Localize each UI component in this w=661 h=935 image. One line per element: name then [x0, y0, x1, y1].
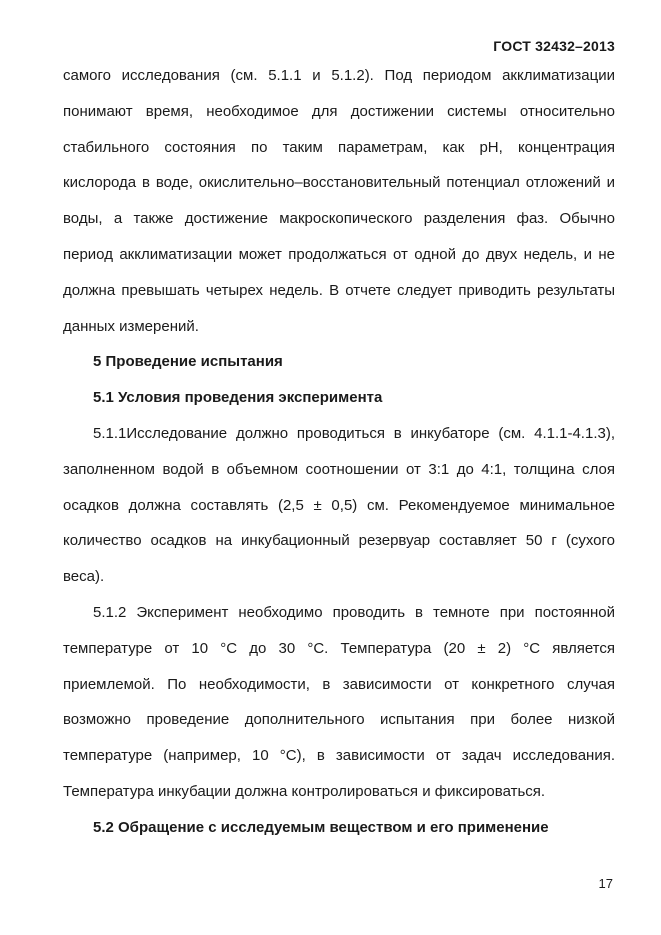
- section-heading-5-1: 5.1 Условия проведения эксперимента: [93, 389, 383, 407]
- paragraph-5-1-1: 5.1.1Исследование должно проводиться в инкубаторе (см. 4.1.1-4.1.3), заполненном водой в объемном соотношении от 3:1 до 4:1, толщина слоя осадков должна составлять (2,5 ± 0,5) см. Рекомендуемое минимальное количество осадков на инкубационный резервуар составляет 50 г (сухого веса).: [63, 424, 615, 586]
- paragraph-5-1-2: 5.1.2 Эксперимент необходимо проводить в темноте при постоянной температуре от 10 °С до 30 °С. Температура (20 ± 2) °С является приемлемой. По необходимости, в зависимости от конкретного случая возможно проведение дополнительного испытания при более низкой температуре (например, 10 °С), в зависимости от задач исследования. Температура инкубации должна контролироваться и фиксироваться.: [63, 603, 615, 800]
- paragraph-continuation: самого исследования (см. 5.1.1 и 5.1.2). Под периодом акклиматизации понимают время, необходимое для достижении системы относительно стабильного состояния по таким параметрам, как pH, концентрация кислорода в воде, окислительно–восстановительный потенциал отложений и воды, а также достижение макроскопического разделения фаз. Обычно период акклиматизации может продолжаться от одной до двух недель, и не должна превышать четырех недель. В отчете следует приводить результаты данных измерений.: [63, 67, 615, 335]
- page-number: 17: [598, 876, 613, 891]
- section-heading-5-2: 5.2 Обращение с исследуемым веществом и его применение: [93, 818, 549, 836]
- standard-header: ГОСТ 32432–2013: [493, 38, 615, 54]
- page-body: [63, 58, 615, 846]
- section-heading-5: 5 Проведение испытания: [93, 353, 283, 371]
